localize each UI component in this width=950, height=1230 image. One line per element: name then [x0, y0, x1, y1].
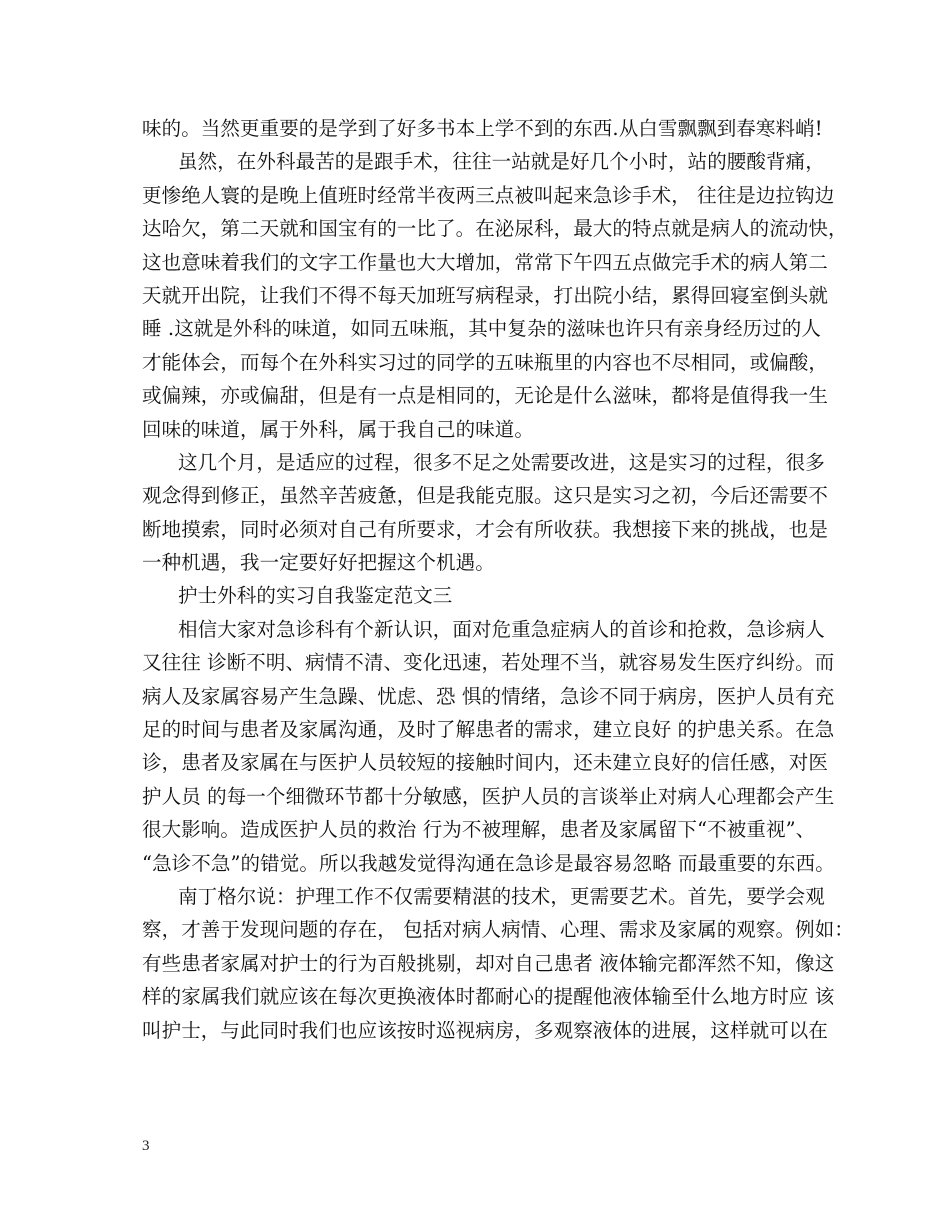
- text-line: 病人及家属容易产生急躁、忧虑、恐 惧的情绪，急诊不同于病房，医护人员有充: [142, 684, 835, 708]
- text-line: 达哈欠，第二天就和国宝有的一比了。在泌尿科，最大的特点就是病人的流动快，: [142, 217, 848, 241]
- text-line: 足的时间与患者及家属沟通，及时了解患者的需求，建立良好 的护患关系。在急: [142, 718, 835, 742]
- paragraph-first-line: 这几个月，是适应的过程，很多不足之处需要改进，这是实习的过程，很多: [178, 450, 825, 474]
- text-line: 样的家属我们就应该在每次更换液体时都耐心的提醒他液体输至什么地方时应 该: [142, 985, 835, 1009]
- page-number: 3: [142, 1138, 150, 1154]
- text-line: 察，才善于发现问题的存在， 包括对病人病情、心理、需求及家属的观察。例如：: [142, 918, 854, 942]
- text-line: 又往往 诊断不明、病情不清、变化迅速，若处理不当，就容易发生医疗纠纷。而: [142, 651, 835, 675]
- text-line: 很大影响。造成医护人员的救治 行为不被理解，患者及家属留下“不被重视”、: [142, 818, 816, 842]
- text-line: 这也意味着我们的文字工作量也大大增加，常常下午四五点做完手术的病人第二: [142, 250, 829, 274]
- text-line: 才能体会，而每个在外科实习过的同学的五味瓶里的内容也不尽相同，或偏酸，: [142, 350, 829, 374]
- paragraph-first-line: 护士外科的实习自我鉴定范文三: [178, 584, 453, 608]
- paragraph-first-line: 虽然，在外科最苦的是跟手术，往往一站就是好几个小时，站的腰酸背痛，: [178, 150, 825, 174]
- text-line: 观念得到修正，虽然辛苦疲惫，但是我能克服。这只是实习之初，今后还需要不: [142, 484, 829, 508]
- body-text: [142, 112, 854, 1047]
- text-line: 一种机遇，我一定要好好把握这个机遇。: [142, 551, 495, 575]
- text-line: 护人员 的每一个细微环节都十分敏感，医护人员的言谈举止对病人心理都会产生: [142, 784, 835, 808]
- text-line: 回味的味道，属于外科，属于我自己的味道。: [142, 417, 535, 441]
- text-line: 叫护士，与此同时我们也应该按时巡视病房，多观察液体的进展，这样就可以在: [142, 1018, 829, 1042]
- text-line: 天就开出院，让我们不得不每天加班写病程录，打出院小结，累得回寝室倒头就: [142, 283, 829, 307]
- text-line: 断地摸索，同时必须对自己有所要求，才会有所收获。我想接下来的挑战，也是: [142, 517, 829, 541]
- text-line: 或偏辣，亦或偏甜，但是有一点是相同的，无论是什么滋味，都将是值得我一生: [142, 384, 829, 408]
- text-line: 更惨绝人寰的是晚上值班时经常半夜两三点被叫起来急诊手术， 往往是边拉钩边: [142, 183, 835, 207]
- text-line: 有些患者家属对护士的行为百般挑剔，却对自己患者 液体输完都浑然不知，像这: [142, 951, 835, 975]
- text-line: 诊，患者及家属在与医护人员较短的接触时间内，还未建立良好的信任感，对医: [142, 751, 829, 775]
- text-line: “急诊不急”的错觉。所以我越发觉得沟通在急诊是最容易忽略 而最重要的东西。: [142, 851, 835, 875]
- paragraph-first-line: 相信大家对急诊科有个新认识，面对危重急症病人的首诊和抢救，急诊病人: [178, 617, 825, 641]
- paragraph-first-line: 南丁格尔说：护理工作不仅需要精湛的技术，更需要艺术。首先，要学会观: [178, 884, 825, 908]
- text-line: 味的。当然更重要的是学到了好多书本上学不到的东西.从白雪飘飘到春寒料峭!: [142, 117, 823, 140]
- text-line: 睡 .这就是外科的味道，如同五味瓶，其中复杂的滋味也许只有亲身经历过的人: [142, 317, 821, 341]
